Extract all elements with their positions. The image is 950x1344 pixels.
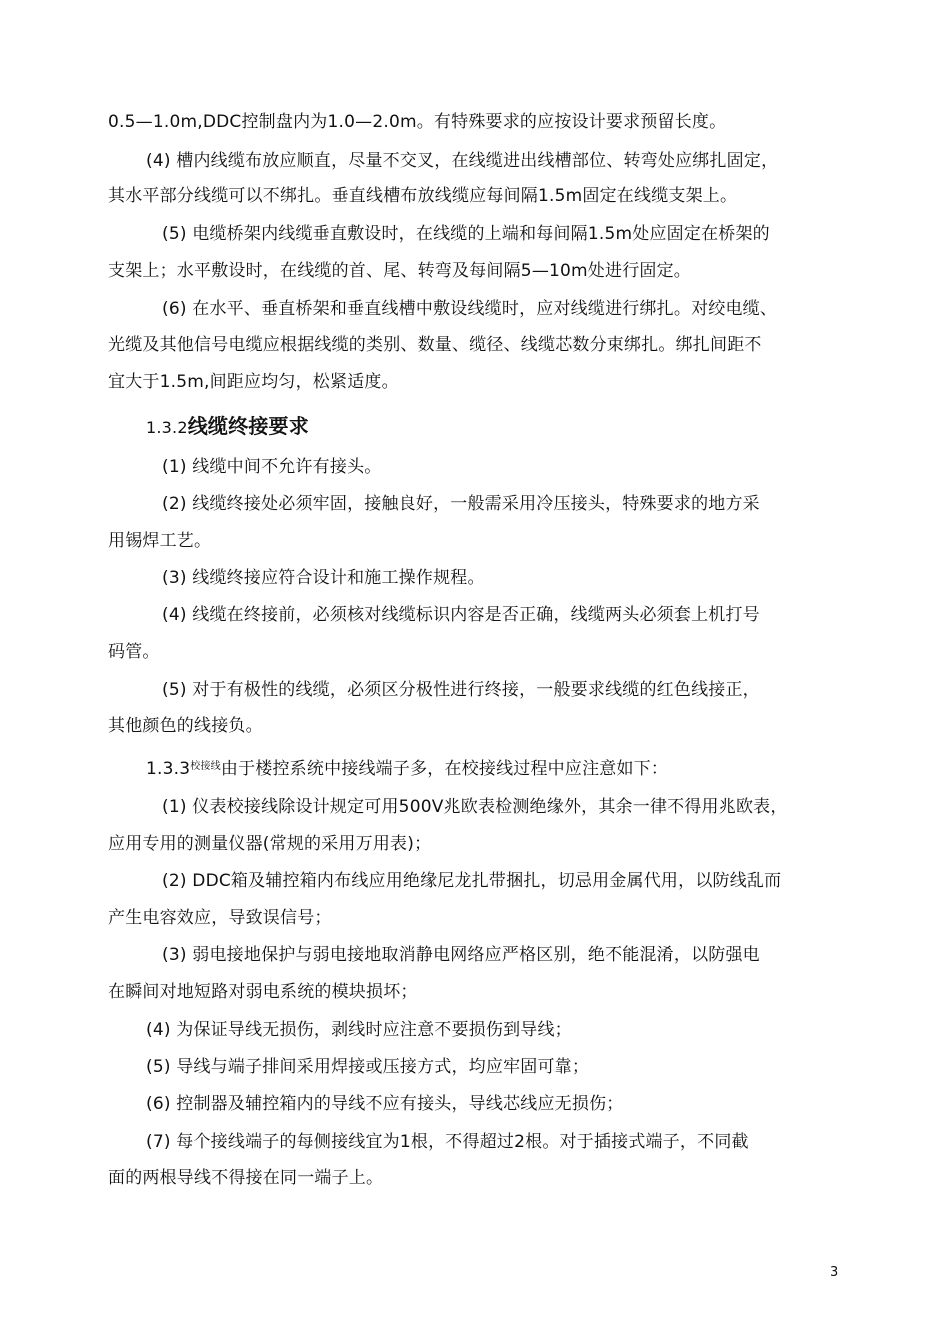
- paragraph-line: (5) 电缆桥架内线缆垂直敷设时，在线缆的上端和每间隔1.5m处应固定在桥架的: [162, 224, 770, 244]
- section-number: 1.3.2: [146, 418, 188, 437]
- paragraph-line: 光缆及其他信号电缆应根据线缆的类别、数量、缆径、线缆芯数分束绑扎。绑扎间距不: [108, 335, 762, 355]
- section-small-title: 校接线: [190, 761, 221, 772]
- page-number: 3: [830, 1265, 839, 1280]
- paragraph-line: (4) 线缆在终接前，必须核对线缆标识内容是否正确，线缆两头必须套上机打号: [162, 605, 760, 625]
- paragraph-line: (2) 线缆终接处必须牢固，接触良好，一般需采用冷压接头，特殊要求的地方采: [162, 494, 760, 514]
- paragraph-line: (3) 线缆终接应符合设计和施工操作规程。: [162, 568, 485, 588]
- paragraph-line: 产生电容效应，导致误信号；: [108, 908, 332, 928]
- paragraph-line: (2) DDC箱及辅控箱内布线应用绝缘尼龙扎带捆扎，切忌用金属代用，以防线乱而: [162, 871, 782, 891]
- section-number: 1.3.3: [146, 759, 191, 779]
- paragraph-line: (6) 在水平、垂直桥架和垂直线槽中敷设线缆时，应对线缆进行绑扎。对绞电缆、: [162, 299, 778, 319]
- paragraph-line: 在瞬间对地短路对弱电系统的模块损坏；: [108, 982, 418, 1002]
- section-intro: 由于楼控系统中接线端子多，在校接线过程中应注意如下：: [220, 759, 669, 779]
- paragraph-line: 用锡焊工艺。: [108, 531, 212, 551]
- paragraph-line: 其水平部分线缆可以不绑扎。垂直线槽布放线缆应每间隔1.5m固定在线缆支架上。: [108, 186, 738, 206]
- paragraph-line: 其他颜色的线接负。: [108, 716, 263, 736]
- paragraph-line: (3) 弱电接地保护与弱电接地取消静电网络应严格区别，绝不能混淆，以防强电: [162, 945, 760, 965]
- paragraph-line: (5) 导线与端子排间采用焊接或压接方式，均应牢固可靠；: [146, 1057, 590, 1077]
- paragraph-line: (6) 控制器及辅控箱内的导线不应有接头，导线芯线应无损伤；: [146, 1094, 624, 1114]
- paragraph-line: (5) 对于有极性的线缆，必须区分极性进行终接，一般要求线缆的红色线接正，: [162, 680, 760, 700]
- paragraph-line: (7) 每个接线端子的每侧接线宜为1根，不得超过2根。对于插接式端子，不同截: [146, 1132, 749, 1152]
- paragraph-line: 支架上；水平敷设时，在线缆的首、尾、转弯及每间隔5—10m处进行固定。: [108, 261, 692, 281]
- section-heading-1-3-2: [146, 414, 309, 440]
- paragraph-line: 应用专用的测量仪器(常规的采用万用表)；: [108, 834, 432, 854]
- paragraph-line: 宜大于1.5m,间距应均匀，松紧适度。: [108, 372, 399, 392]
- paragraph-line: 面的两根导线不得接在同一端子上。: [108, 1168, 384, 1188]
- paragraph-line: (4) 槽内线缆布放应顺直，尽量不交叉，在线缆进出线槽部位、转弯处应绑扎固定，: [146, 151, 779, 171]
- paragraph-line: 码管。: [108, 642, 160, 662]
- section-title: 线缆终接要求: [187, 414, 309, 438]
- paragraph-line: (1) 线缆中间不允许有接头。: [162, 457, 382, 477]
- paragraph-line: (4) 为保证导线无损伤，剥线时应注意不要损伤到导线；: [146, 1020, 572, 1040]
- paragraph-line: 0.5—1.0m,DDC控制盘内为1.0—2.0m。有特殊要求的应按设计要求预留长度。: [108, 112, 727, 132]
- section-heading-1-3-3: [146, 757, 668, 781]
- paragraph-line: (1) 仪表校接线除设计规定可用500V兆欧表检测绝缘外，其余一律不得用兆欧表，: [162, 797, 788, 817]
